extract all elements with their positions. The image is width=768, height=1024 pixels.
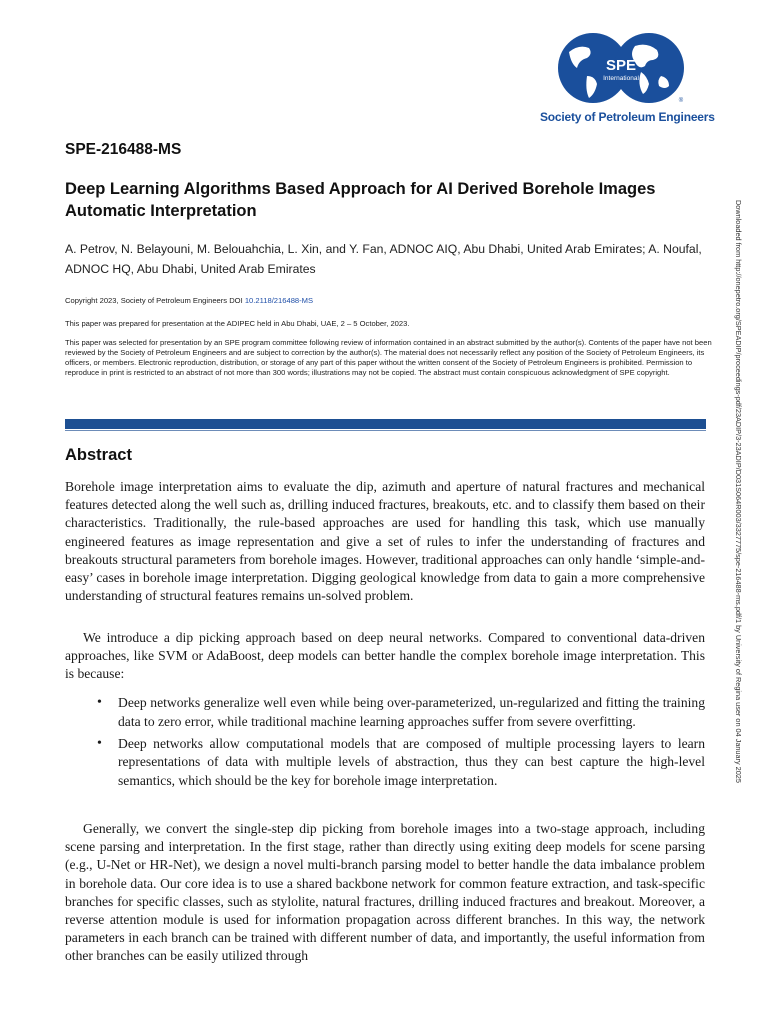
bullet-text: Deep networks generalize well even while being over-parameterized, un-regularized and fitting the training data to zero error, while traditional machine learning approaches suffer from severe overfitting. [118, 695, 705, 729]
download-watermark: Downloaded from http://onepetro.org/SPEADIP/proceedings-pdf/23ADIP/3-23ADIP/D031S064R003/3327775/spe-216488-ms.pdf/1 by University of Regina user on 04 January 2025 [734, 200, 743, 783]
section-divider [65, 419, 706, 429]
section-divider-thin [65, 430, 706, 431]
spe-globe-icon [557, 32, 685, 104]
paper-title: Deep Learning Algorithms Based Approach for AI Derived Borehole Images Automatic Interpretation [65, 180, 656, 220]
paper-id: SPE-216488-MS [65, 141, 182, 158]
registered-mark: ® [678, 98, 684, 104]
list-item [97, 694, 705, 732]
selection-note: This paper was selected for presentation by an SPE program committee following review of information contained in an abstract submitted by the author(s). Contents of the paper have not been reviewed by the Society of Petroleum Engineers and are subject to correction by the author(s). The material does not necessarily reflect any position of the Society of Petroleum Engineers, its officers, or members. Electronic reproduction, distribution, or storage of any part of this paper without the written consent of the Society of Petroleum Engineers is prohibited. Permission to reproduce in print is restricted to an abstract of not more than 300 words; illustrations may not be copied. The abstract must contain conspicuous acknowledgment of SPE copyright. [65, 338, 712, 377]
copyright-line [65, 296, 713, 306]
bullet-icon: • [97, 735, 102, 751]
list-item [97, 735, 705, 791]
presentation-note: This paper was prepared for presentation at the ADIPEC held in Abu Dhabi, UAE, 2 – 5 October, 2023. [65, 319, 410, 328]
spe-logo [540, 32, 715, 127]
abstract-bullet-list [97, 694, 705, 794]
logo-caption: Society of Petroleum Engineers [540, 110, 715, 124]
doi-link[interactable]: 10.2118/216488-MS [244, 296, 314, 305]
globe-logo-subtext: International [603, 75, 639, 82]
author-list: A. Petrov, N. Belayouni, M. Belouahchia, L. Xin, and Y. Fan, ADNOC AIQ, Abu Dhabi, United Arab Emirates; A. Noufal, ADNOC HQ, Abu Dhabi, United Arab Emirates [65, 242, 702, 276]
globe-logo-text: SPE [605, 57, 637, 74]
bullet-text: Deep networks allow computational models that are composed of multiple processing layers to learn representations of data with multiple levels of abstraction, thus they can best capture the high-level semantics, which should be the key for borehole image interpretation. [118, 735, 705, 789]
bullet-icon: • [97, 695, 102, 710]
abstract-paragraph-3: Generally, we convert the single-step dip picking from borehole images into a two-stage approach, including scene parsing and interpretation. In the first stage, rather than directly using exiting deep models for scene parsing (e.g., U-Net or HR-Net), we design a novel multi-branch parsing model to better handle the data imbalance problem in borehole data. Our core idea is to use a shared backbone network for common feature extraction, and task-specific branches for specific classes, such as stylolite, natural fractures, drilling induced fractures and breakout. Moreover, a reverse attention module is used for information propagation across different branches. In this way, the network parameters in each branch can be trained with different number of data, and importantly, the useful information from other branches can be easily utilized through [65, 821, 705, 964]
abstract-paragraph-2: We introduce a dip picking approach based on deep neural networks. Compared to conventional data-driven approaches, like SVM or AdaBoost, deep models can better handle the complex borehole image interpretation. This is because: [65, 630, 705, 682]
copyright-text: Copyright 2023, Society of Petroleum Engineers DOI [65, 296, 245, 305]
abstract-heading: Abstract [65, 446, 132, 464]
abstract-paragraph-1: Borehole image interpretation aims to evaluate the dip, azimuth and aperture of natural fractures and mechanical features detected along the well such as, drilling induced fractures, breakouts, etc. and to classify them based on their characteristics. Traditionally, the rule-based approaches are used for handling this task, which use manually engineered features as image representation and give a set of rules to infer the understanding of fractures and breakouts structural parameters from borehole images. However, traditional approaches can only handle ‘simple-and-easy’ cases in borehole image interpretation. Digging geological knowledge from data to gain a more comprehensive understanding of structural features remains un-solved problem. [65, 479, 705, 604]
